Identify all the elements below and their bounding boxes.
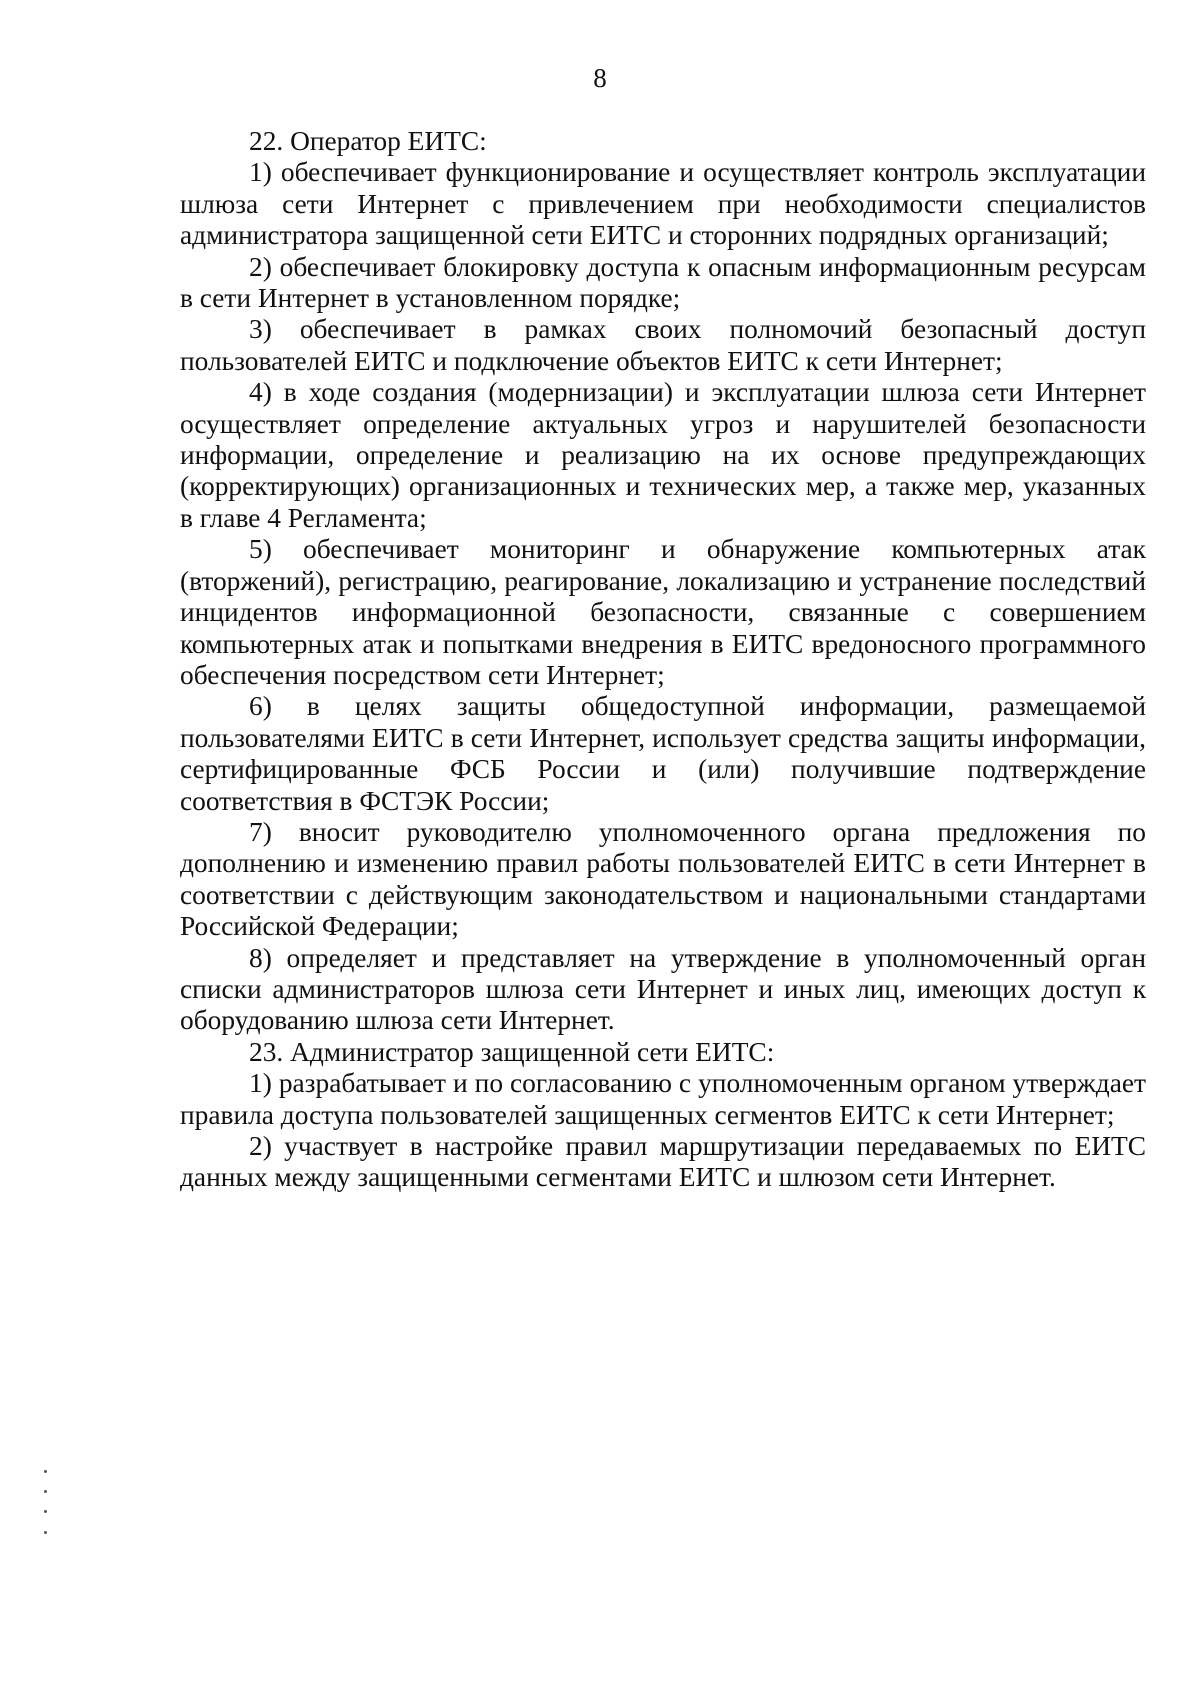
- list-item: 2) участвует в настройке правил маршрутизации передаваемых по ЕИТС данных между защищенными сегментами ЕИТС и шлюзом сети Интернет.: [180, 1131, 1146, 1193]
- document-body: [180, 126, 1146, 1194]
- list-item: 1) разрабатывает и по согласованию с уполномоченным органом утверждает правила доступа пользователей защищенных сегментов ЕИТС к сети Интернет;: [180, 1068, 1146, 1130]
- list-item: 1) обеспечивает функционирование и осуществляет контроль эксплуатации шлюза сети Интернет с привлечением при необходимости специалистов администратора защищенной сети ЕИТС и сторонних подрядных организаций;: [180, 157, 1146, 251]
- list-item: 2) обеспечивает блокировку доступа к опасным информационным ресурсам в сети Интернет в установленном порядке;: [180, 251, 1146, 314]
- scan-mark: [44, 1490, 47, 1493]
- list-item: 3) обеспечивает в рамках своих полномочий безопасный доступ пользователей ЕИТС и подключение объектов ЕИТС к сети Интернет;: [180, 314, 1146, 376]
- list-item: 7) вносит руководителю уполномоченного органа предложения по дополнению и изменению правил работы пользователей ЕИТС в сети Интернет в соответствии с действующим законодательством и национальными стандартами Российской Федерации;: [180, 816, 1146, 942]
- scan-mark: [44, 1510, 47, 1513]
- list-item: 4) в ходе создания (модернизации) и эксплуатации шлюза сети Интернет осуществляет определение актуальных угроз и нарушителей безопасности информации, определение и реализацию на их основе предупреждающих (корректирующих) организационных и технических мер, а также мер, указанных в главе 4 Регламента;: [180, 377, 1146, 533]
- scan-mark: [44, 1470, 47, 1473]
- section-heading: 23. Администратор защищенной сети ЕИТС:: [249, 1036, 775, 1067]
- list-item: 6) в целях защиты общедоступной информации, размещаемой пользователями ЕИТС в сети Интернет, использует средства защиты информации, сертифицированные ФСБ России и (или) получившие подтверждение соответствия в ФСТЭК России;: [180, 691, 1146, 816]
- list-item: 8) определяет и представляет на утверждение в уполномоченный орган списки администраторов шлюза сети Интернет и иных лиц, имеющих доступ к оборудованию шлюза сети Интернет.: [180, 942, 1146, 1036]
- list-item: 5) обеспечивает мониторинг и обнаружение компьютерных атак (вторжений), регистрацию, реагирование, локализацию и устранение последствий инцидентов информационной безопасности, связанные с совершением компьютерных атак и попытками внедрения в ЕИТС вредоносного программного обеспечения посредством сети Интернет;: [180, 534, 1146, 690]
- section-heading: 22. Оператор ЕИТС:: [249, 126, 487, 156]
- page-number: 8: [593, 63, 607, 93]
- scan-mark: [44, 1531, 47, 1534]
